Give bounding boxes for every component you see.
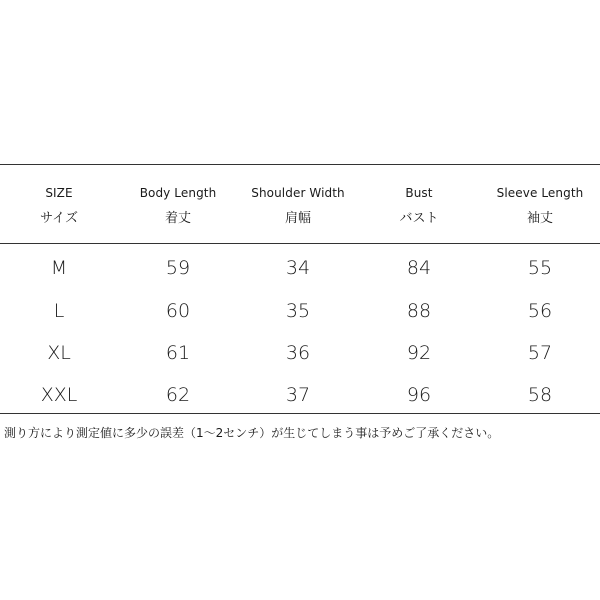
cell-size: XXL: [40, 384, 78, 406]
header-body-length-jp: 着丈: [164, 211, 192, 226]
header-bust-jp: バスト: [399, 211, 439, 226]
cell-body-length: 61: [165, 342, 191, 364]
cell-size: M: [50, 257, 68, 279]
table-bottom-rule: [0, 413, 600, 414]
table-row: [0, 290, 600, 332]
cell-shoulder-width: 37: [285, 384, 311, 406]
cell-body-length: 62: [165, 384, 191, 406]
table-row: [0, 247, 600, 289]
cell-bust: 92: [406, 342, 432, 364]
header-shoulder-width-en: Shoulder Width: [251, 186, 345, 200]
measurement-note: 測り方により測定値に多少の誤差（1〜2センチ）が生じてしまう事は予めご了承ください。: [4, 426, 500, 440]
cell-body-length: 60: [165, 300, 191, 322]
cell-sleeve-length: 55: [527, 257, 553, 279]
cell-bust: 88: [406, 300, 432, 322]
cell-sleeve-length: 58: [527, 384, 553, 406]
table-body: [0, 243, 600, 413]
header-sleeve-length-jp: 袖丈: [526, 211, 554, 226]
header-body-length-en: Body Length: [139, 186, 217, 200]
cell-shoulder-width: 35: [285, 300, 311, 322]
cell-size: L: [53, 300, 65, 322]
cell-shoulder-width: 34: [285, 257, 311, 279]
header-sleeve-length-en: Sleeve Length: [496, 186, 584, 200]
table-header-row: [0, 164, 600, 243]
cell-bust: 96: [406, 384, 432, 406]
cell-bust: 84: [406, 257, 432, 279]
header-size-en: SIZE: [45, 186, 73, 200]
cell-body-length: 59: [165, 257, 191, 279]
cell-size: XL: [47, 342, 71, 364]
header-bust-en: Bust: [405, 186, 433, 200]
header-size-jp: サイズ: [40, 211, 78, 226]
table-row: [0, 374, 600, 416]
cell-sleeve-length: 57: [527, 342, 553, 364]
cell-shoulder-width: 36: [285, 342, 311, 364]
header-shoulder-width-jp: 肩幅: [284, 211, 312, 226]
cell-sleeve-length: 56: [527, 300, 553, 322]
table-row: [0, 332, 600, 374]
